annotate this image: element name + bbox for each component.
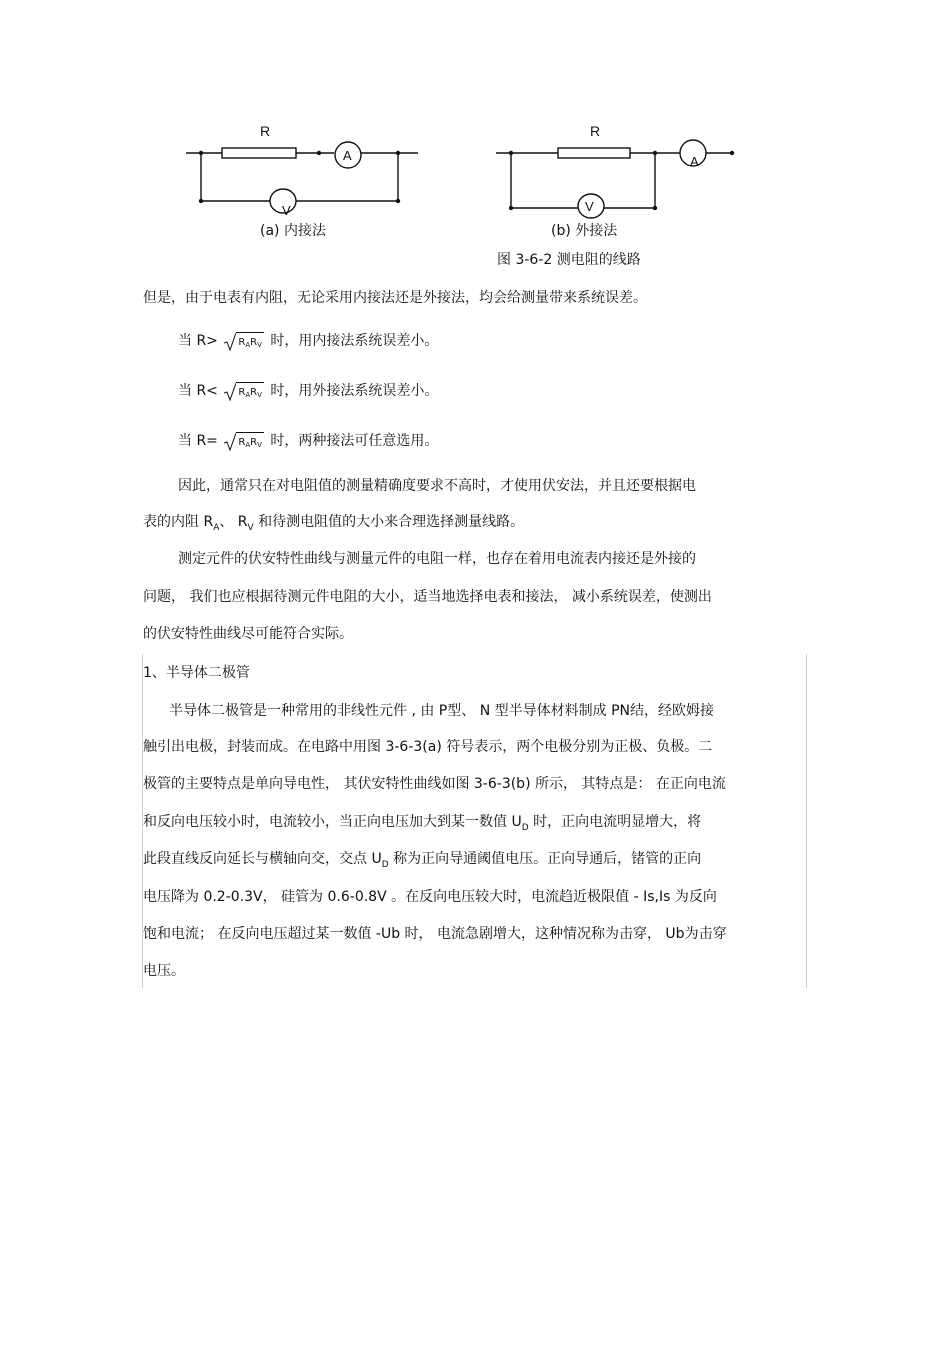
sqrt-expression: $R_AR_V$ xyxy=(224,382,264,402)
condition-prefix: 当 R> xyxy=(178,333,218,349)
radical-icon xyxy=(224,332,236,352)
sqrt-expression: $R_AR_V$ xyxy=(224,332,264,352)
section-line: 电压降为 0.2-0.3V， 硅管为 0.6-0.8V 。在反向电压较大时，电流趋近极限值 - Is,Is 为反向 xyxy=(143,889,717,905)
junction-dot xyxy=(509,206,513,210)
label-resistor-b: R xyxy=(590,123,601,139)
label-ammeter-b: A xyxy=(690,154,699,169)
figure-title: 图 3-6-2 测电阻的线路 xyxy=(497,252,641,268)
paragraph-line: 的伏安特性曲线尽可能符合实际。 xyxy=(143,626,353,642)
junction-dot xyxy=(396,151,400,155)
junction-dot xyxy=(317,151,321,155)
junction-dot xyxy=(509,151,513,155)
resistor-symbol xyxy=(558,148,630,158)
condition-suffix: 时，用外接法系统误差小。 xyxy=(270,383,439,399)
condition-prefix: 当 R= xyxy=(178,433,218,449)
resistor-symbol xyxy=(222,148,296,158)
section-heading: 1、半导体二极管 xyxy=(143,665,250,681)
caption-a: (a) 内接法 xyxy=(260,223,326,239)
label-resistor-a: R xyxy=(260,123,271,139)
condition-suffix: 时，两种接法可任意选用。 xyxy=(270,433,439,449)
caption-b: (b) 外接法 xyxy=(551,223,618,239)
paragraph-line: 但是，由于电表有内阻，无论采用内接法还是外接法，均会给测量带来系统误差。 xyxy=(143,290,647,306)
condition-1 xyxy=(178,332,438,352)
junction-dot xyxy=(653,206,657,210)
section-line: 此段直线反向延长与横轴向交，交点 $U_D$ 称为正向导通阈值电压。正向导通后，锗管的正向 xyxy=(143,851,702,870)
junction-dot xyxy=(730,151,734,155)
section-border-right xyxy=(806,654,807,988)
condition-2 xyxy=(178,382,438,402)
condition-3 xyxy=(178,432,438,452)
section-line: 和反向电压较小时，电流较小，当正向电压加大到某一数值 $U_D$ 时，正向电流明显增大，将 xyxy=(143,814,702,833)
section-line: 半导体二极管是一种常用的非线性元件 , 由 P型、 N 型半导体材料制成 PN结，经欧姆接 xyxy=(169,703,714,719)
paragraph-line: 问题， 我们也应根据待测元件电阻的大小，适当地选择电表和接法， 减小系统误差，使测出 xyxy=(143,589,712,605)
paragraph-line: 因此，通常只在对电阻值的测量精确度要求不高时，才使用伏安法，并且还要根据电 xyxy=(178,478,696,494)
paragraph-line: 测定元件的伏安特性曲线与测量元件的电阻一样，也存在着用电流表内接还是外接的 xyxy=(178,551,696,567)
label-voltmeter-a: V xyxy=(282,203,291,218)
section-line: 电压。 xyxy=(143,963,185,979)
section-line: 触引出电极，封装而成。在电路中用图 3-6-3(a) 符号表示，两个电极分别为正极、负极。二 xyxy=(143,739,713,755)
section-line: 极管的主要特点是单向导电性， 其伏安特性曲线如图 3-6-3(b) 所示， 其特点是： 在正向电流 xyxy=(143,776,726,792)
radical-icon xyxy=(224,432,236,452)
condition-prefix: 当 R< xyxy=(178,383,218,399)
junction-dot xyxy=(199,199,203,203)
figure-3-6-2 xyxy=(0,0,950,280)
junction-dot xyxy=(199,151,203,155)
label-voltmeter-b: V xyxy=(585,199,594,214)
condition-suffix: 时，用内接法系统误差小。 xyxy=(270,333,439,349)
junction-dot xyxy=(396,199,400,203)
junction-dot xyxy=(653,151,657,155)
label-ammeter-a: A xyxy=(343,148,352,163)
radical-icon xyxy=(224,382,236,402)
paragraph-line: 表的内阻 $R_A$、 $R_V$ 和待测电阻值的大小来合理选择测量线路。 xyxy=(143,514,525,533)
section-line: 饱和电流； 在反向电压超过某一数值 -Ub 时， 电流急剧增大，这种情况称为击穿， Ub为击穿 xyxy=(143,926,727,942)
circuit-diagram xyxy=(0,0,950,280)
sqrt-expression: $R_AR_V$ xyxy=(224,432,264,452)
